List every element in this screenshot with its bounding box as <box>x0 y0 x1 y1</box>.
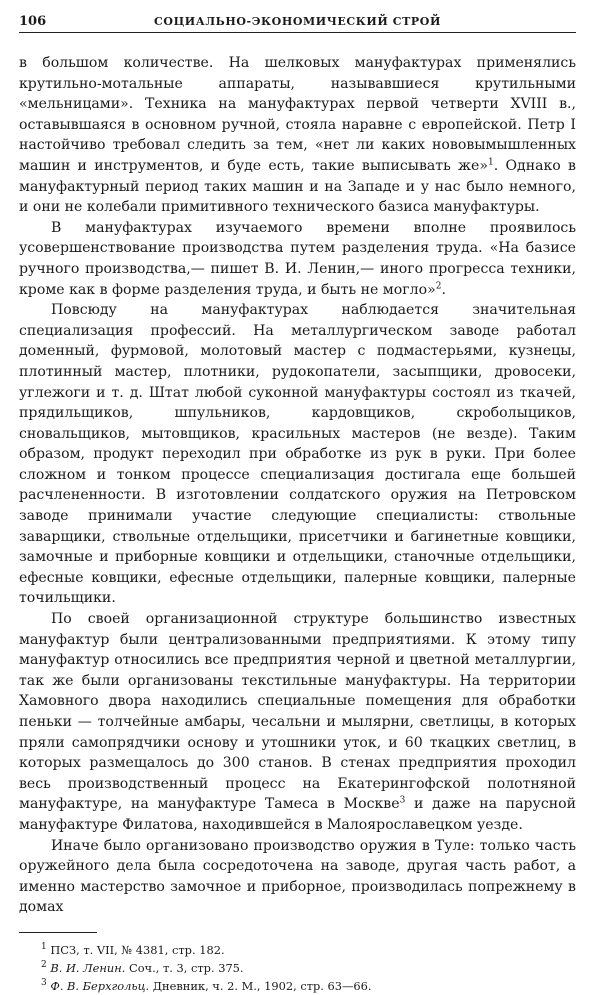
footnote-number: 3 <box>41 978 47 989</box>
running-title: СОЦИАЛЬНО-ЭКОНОМИЧЕСКИЙ СТРОЙ <box>154 15 441 28</box>
page-header <box>19 14 576 33</box>
footnote-number: 2 <box>41 960 47 971</box>
footnote-text: Соч., т. 3, стр. 375. <box>125 960 244 975</box>
paragraph-2 <box>19 218 576 300</box>
paragraph-3 <box>19 300 576 609</box>
page <box>19 14 576 995</box>
footnote-text: Дневник, ч. 2. М., 1902, стр. 63—66. <box>149 978 372 993</box>
footnote-text: ПСЗ, т. VII, № 4381, стр. 182. <box>50 942 225 957</box>
footnote-2 <box>19 959 576 977</box>
paragraph-text-after: и даже на парусной мануфактуре Филатова, находившейся в Малоярославецком уезде. <box>19 796 576 833</box>
paragraph-4 <box>19 609 576 836</box>
footnote-ref-1[interactable]: 1 <box>487 157 494 168</box>
footnote-divider <box>19 932 97 933</box>
paragraph-text: в большом количестве. На шелковых мануфактурах применялись крутильно-мотальные аппараты, называвшиеся крутильными «мельницами». Техника на мануфактурах первой четверти XVIII в., оставывшаяся в основном ручной, стояла наравне с европейской. Петр I настойчиво требовал следить за тем, «нет ли каких нововымышленных машин и инструментов, и буде есть, такие выписывать же» <box>19 55 576 174</box>
footnote-author: Ф. В. Берхгольц. <box>50 978 150 993</box>
footnote-1 <box>19 941 576 959</box>
paragraph-text-after: . Однако в мануфактурный период таких машин и на Западе и у нас было немного, и они не колебали примитивного технического базиса мануфактуры. <box>19 157 576 216</box>
page-number: 106 <box>19 14 47 29</box>
paragraph-5 <box>19 836 576 918</box>
paragraph-text-after: . <box>441 281 446 298</box>
footnote-3 <box>19 977 576 995</box>
footnote-number: 1 <box>41 942 47 953</box>
footnote-author: В. И. Ленин. <box>50 960 126 975</box>
footnote-ref-2[interactable]: 2 <box>435 280 442 291</box>
paragraph-text: В мануфактурах изучаемого времени вполне проявилось усовершенствование производства путем разделения труда. «На базисе ручного производства,— пишет В. И. Ленин,— иного прогресса техники, кроме как в форме разделения труда, и быть не могло» <box>19 219 576 298</box>
paragraph-text: По своей организационной структуре большинство известных мануфактур были централизованными предприятиями. К этому типу мануфактур относились все предприятия черной и цветной металлургии, так же были организованы текстильные мануфактуры. На территории Хамовного двора находились специальные помещения для обработки пеньки — толчейные амбары, чесальни и мылярни, светлицы, в которых пряли самопрядчики основу и утошники уток, и 60 ткацких светлиц, в которых размещалось до 300 станов. В стенах предприятия проходил весь производственный процесс на Екатерингофской полотняной мануфактуре, на мануфактуре Тамеса в Москве <box>19 611 576 813</box>
footnote-ref-3[interactable]: 3 <box>399 795 406 806</box>
paragraph-text: Иначе было организовано производство оружия в Туле: только часть оружейного дела была сосредоточена на заводе, другая часть работ, а именно мастерство замочное и приборное, производилась попрежнему в домах <box>19 837 576 916</box>
paragraph-1 <box>19 53 576 218</box>
paragraph-text: Повсюду на мануфактурах наблюдается значительная специализация профессий. На металлургическом заводе работал доменный, фурмовой, молотовый мастер с подмастерьями, кузнецы, плотинный мастер, плотники, рудокопатели, засыпщики, дровосеки, углежоги и т. д. Штат любой суконной мануфактуры состоял из ткачей, прядильщиков, шпульников, кардовщиков, скроболыциков, сновальщиков, мытовщиков, красильных мастеров (не везде). Таким образом, продукт переходил при обработке из рук в руки. При более сложном и тонком процессе специализация достигала еще большей расчлененности. В изготовлении солдатского оружия на Петровском заводе принимали участие следующие специалисты: ствольные заварщики, ствольные отдельщики, присетчики и багинетные ковщики, замочные и приборные ковщики и отдельщики, станочные отдельщики, ефесные ковщики, ефесные отдельщики, палерные ковщики, палерные точильщики. <box>19 302 576 607</box>
